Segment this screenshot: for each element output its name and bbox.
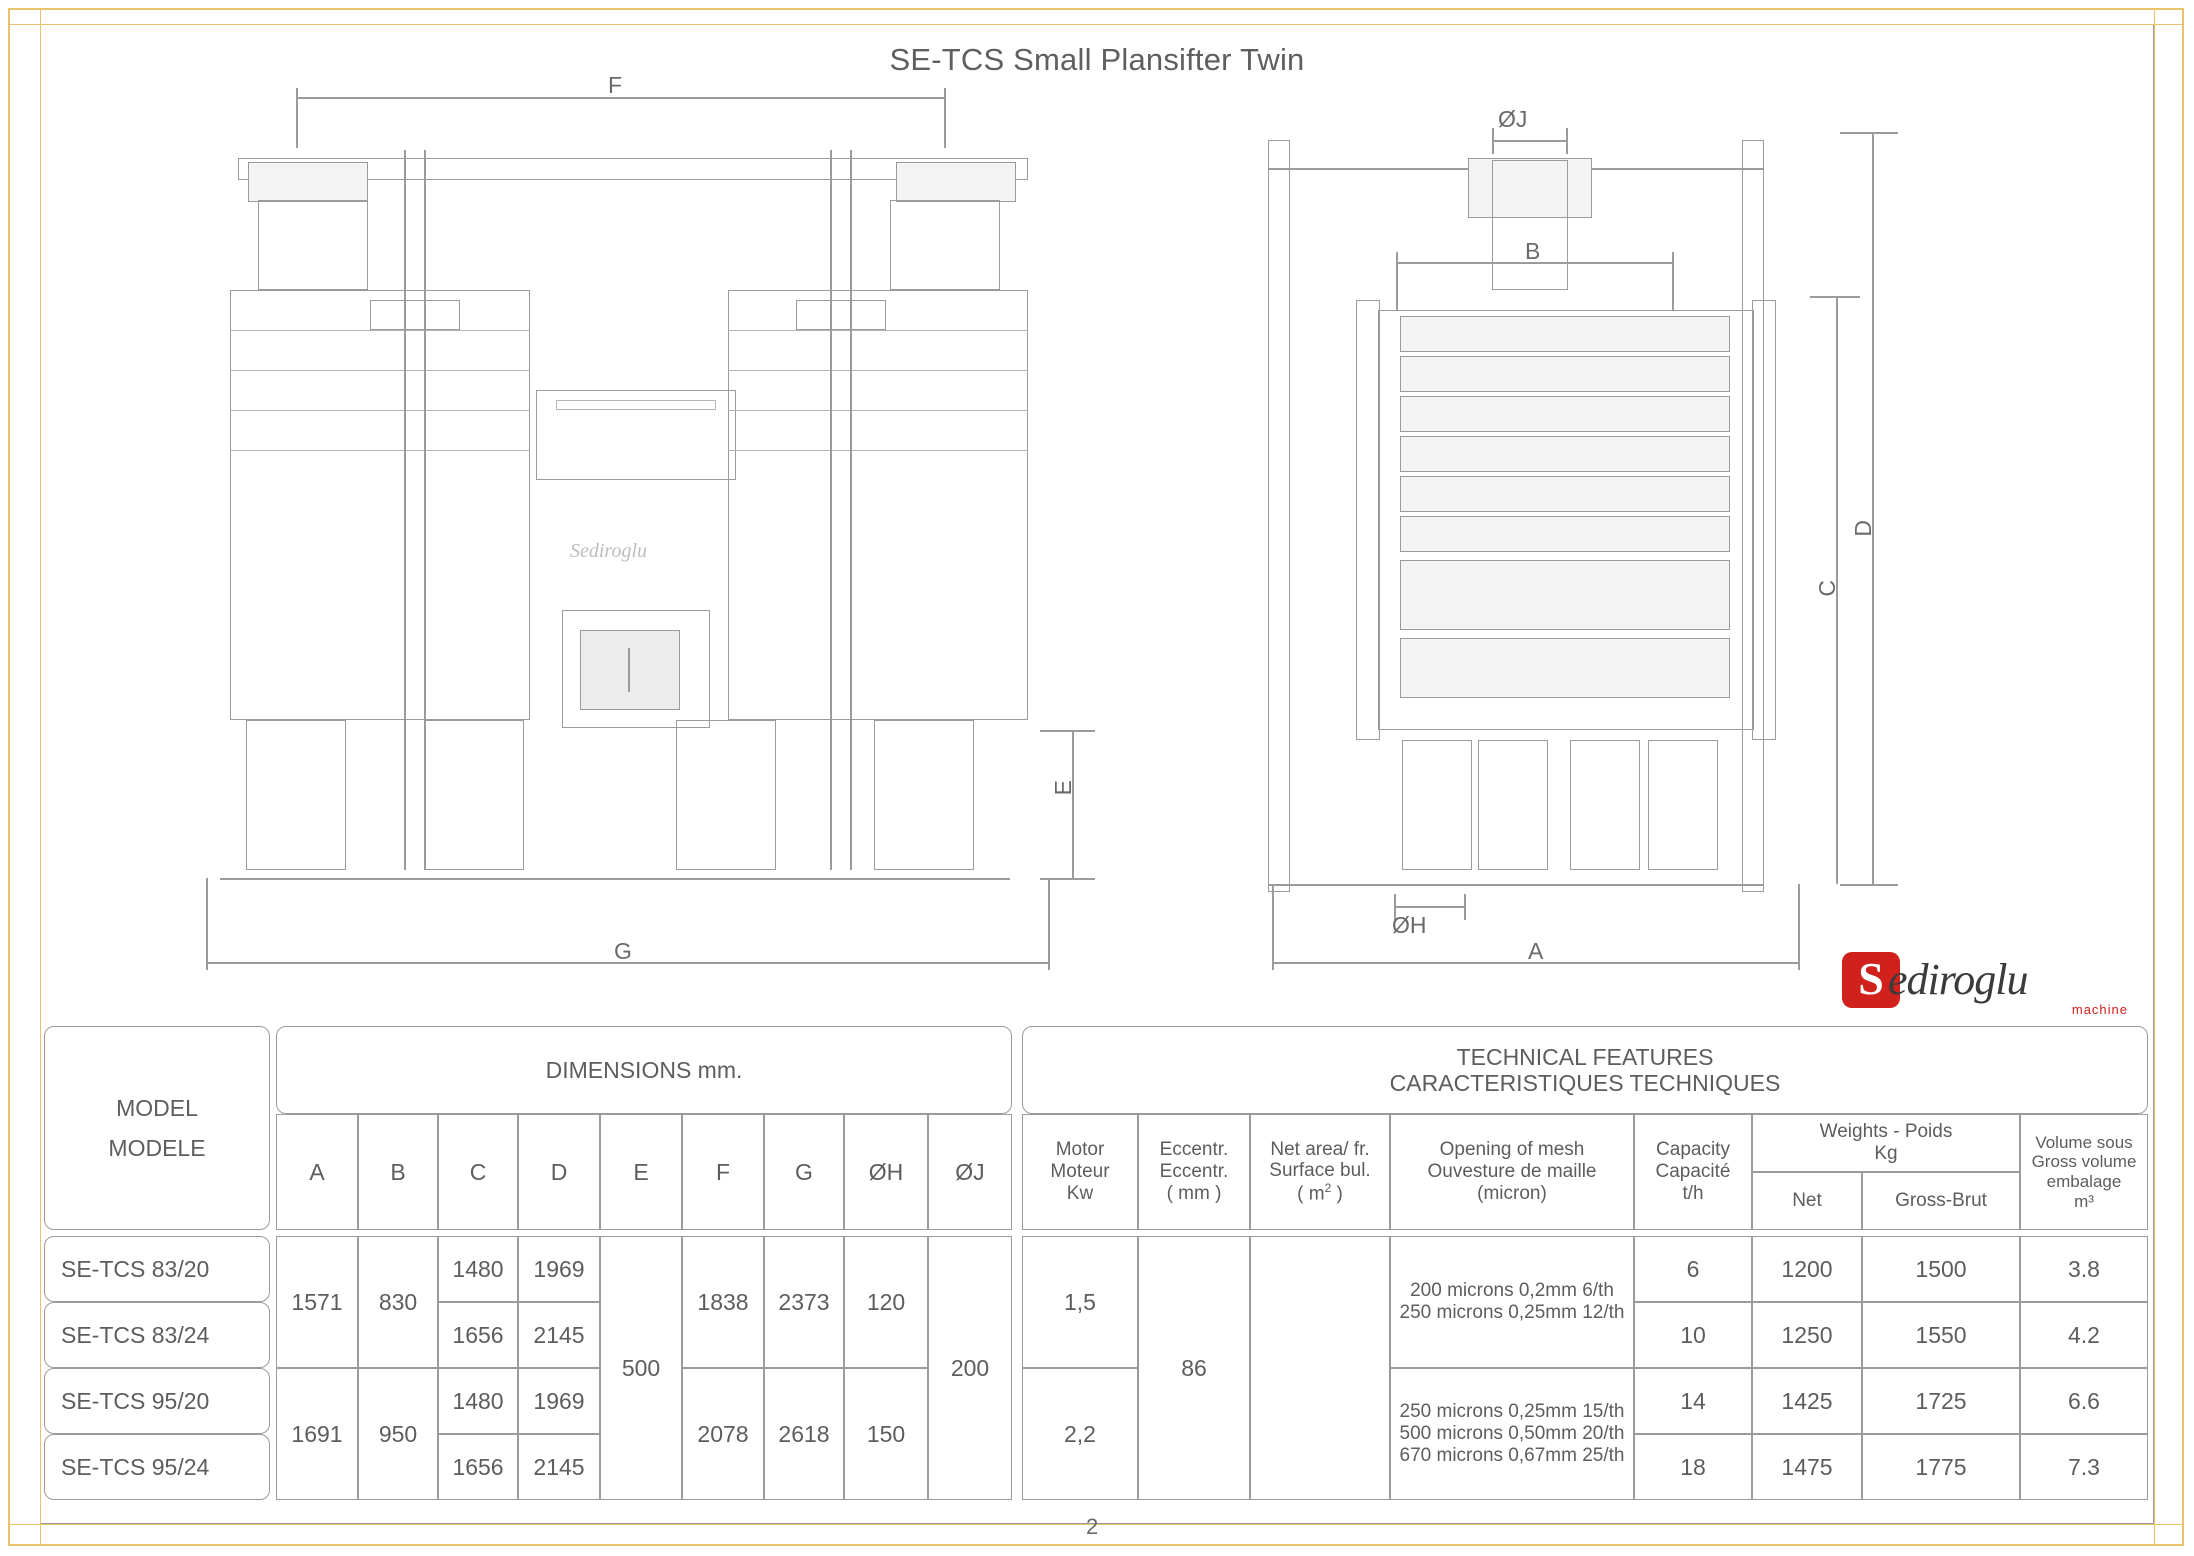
value-capacity-3: 14 [1634, 1368, 1752, 1434]
front-outlet-3 [676, 720, 776, 870]
value-capacity-2: 10 [1634, 1302, 1752, 1368]
ruler-right-line [2154, 8, 2155, 1546]
dim-col-j: ØJ [928, 1114, 1012, 1230]
front-sieve-line [230, 450, 530, 451]
side-sieve-layer [1400, 560, 1730, 630]
tech-col-eccentr-l2: Eccentr. [1159, 1161, 1229, 1183]
technical-header-en: TECHNICAL FEATURES [1456, 1043, 1714, 1070]
model-header-en: MODEL [116, 1094, 198, 1121]
side-sieve-layer [1400, 356, 1730, 392]
dim-label-c: C [1814, 580, 1840, 597]
value-net-2: 1250 [1752, 1302, 1862, 1368]
value-net-area [1250, 1236, 1390, 1500]
tech-col-volume-l4: m³ [2074, 1191, 2094, 1211]
front-hanger-rod [830, 150, 832, 870]
dim-h-line [1394, 906, 1466, 908]
front-outlet-4 [874, 720, 974, 870]
value-d-3: 1969 [518, 1368, 600, 1434]
front-inlet-right [890, 200, 1000, 290]
tech-col-weights [1752, 1114, 2020, 1172]
value-a-2: 1691 [276, 1368, 358, 1500]
side-sieve-layer [1400, 316, 1730, 352]
dim-d-tick-bot [1840, 884, 1898, 886]
dim-b-tick-left [1396, 252, 1398, 310]
value-c-1: 1480 [438, 1236, 518, 1302]
value-d-2: 2145 [518, 1302, 600, 1368]
value-mesh-2: 250 microns 0,25mm 12/th [1399, 1302, 1625, 1323]
tech-col-motor [1022, 1114, 1138, 1230]
value-mesh-group-2 [1390, 1368, 1634, 1500]
value-volume-4: 7.3 [2020, 1434, 2148, 1500]
value-a-1: 1571 [276, 1236, 358, 1368]
page-title: SE-TCS Small Plansifter Twin [889, 42, 1305, 77]
value-volume-3: 6.6 [2020, 1368, 2148, 1434]
dim-j-tick-left [1492, 128, 1494, 154]
tech-col-netarea-l3: ( $m^2$ ) [1297, 1181, 1343, 1205]
model-header-fr: MODELE [108, 1135, 206, 1161]
value-capacity-4: 18 [1634, 1434, 1752, 1500]
tech-col-netarea-l1: Net area/ fr. [1270, 1138, 1370, 1160]
front-motor [580, 630, 680, 710]
front-sieve-line [230, 370, 530, 371]
front-clamp-right [796, 300, 886, 330]
value-mesh-3: 250 microns 0,25mm 15/th [1399, 1401, 1625, 1423]
side-outlet-3 [1570, 740, 1640, 870]
dim-g-tick-right [1048, 878, 1050, 970]
dim-h-tick-right [1464, 894, 1466, 920]
value-volume-1: 3.8 [2020, 1236, 2148, 1302]
value-eccentr: 86 [1138, 1236, 1250, 1500]
front-sieve-line [728, 410, 1028, 411]
tech-col-mesh-l3: (micron) [1477, 1182, 1547, 1204]
value-e: 500 [600, 1236, 682, 1500]
dim-label-f: F [608, 72, 623, 98]
value-j: 200 [928, 1236, 1012, 1500]
front-outlet-2 [424, 720, 524, 870]
tech-col-weights-l1: Weights - Poids [1819, 1121, 1953, 1143]
value-g-2: 2618 [764, 1368, 844, 1500]
ruler-left-line [40, 8, 41, 1546]
side-base-line [1268, 884, 1764, 886]
front-sieve-line [728, 330, 1028, 331]
dim-label-b: B [1525, 238, 1541, 264]
value-mesh-5: 670 microns 0,67mm 25/th [1399, 1444, 1625, 1466]
front-sieve-stack-left [230, 290, 530, 720]
side-inlet-spout [1492, 160, 1568, 290]
front-outlet-1 [246, 720, 346, 870]
side-frame-left [1268, 140, 1290, 892]
tech-col-volume-l3: embalage [2046, 1172, 2122, 1191]
tech-col-capacity-l2: Capacité [1655, 1161, 1731, 1183]
front-sieve-line [230, 410, 530, 411]
value-gross-4: 1775 [1862, 1434, 2020, 1500]
tech-col-mesh-l2: Ouvesture de maille [1427, 1161, 1597, 1183]
dim-col-c: C [438, 1114, 518, 1230]
value-h-1: 120 [844, 1236, 928, 1368]
tech-col-motor-l3: Kw [1066, 1182, 1094, 1204]
dim-f-tick-left [296, 88, 298, 148]
tech-col-motor-l2: Moteur [1050, 1161, 1110, 1183]
logo-name: ediroglu [1888, 955, 2028, 1004]
dim-label-d: D [1850, 520, 1876, 537]
technical-header-fr: CARACTERISTIQUES TECHNIQUES [1389, 1070, 1781, 1096]
tech-col-weights-l2: Kg [1874, 1143, 1898, 1164]
page-number: 2 [1086, 1514, 1099, 1539]
dim-label-g: G [614, 938, 632, 964]
dim-a-tick-right [1798, 884, 1800, 970]
dim-col-g: G [764, 1114, 844, 1230]
front-sieve-line [728, 370, 1028, 371]
dim-col-b: B [358, 1114, 438, 1230]
tech-col-capacity [1634, 1114, 1752, 1230]
side-sieve-layer [1400, 396, 1730, 432]
tech-col-volume [2020, 1114, 2148, 1230]
tech-col-motor-l1: Motor [1055, 1139, 1105, 1161]
tech-col-weight-net: Net [1752, 1172, 1862, 1230]
front-top-right-block [896, 162, 1016, 202]
ruler-top-line [8, 24, 2184, 25]
value-b-1: 830 [358, 1236, 438, 1368]
dim-label-e: E [1050, 780, 1076, 796]
side-hanger-right [1752, 300, 1776, 740]
dim-f-tick-right [944, 88, 946, 148]
tech-col-netarea [1250, 1114, 1390, 1230]
value-gross-3: 1725 [1862, 1368, 2020, 1434]
dim-col-d: D [518, 1114, 600, 1230]
tech-col-weight-gross: Gross-Brut [1862, 1172, 2020, 1230]
tech-col-mesh [1390, 1114, 1634, 1230]
value-mesh-4: 500 microns 0,50mm 20/th [1399, 1423, 1625, 1445]
value-f-1: 1838 [682, 1236, 764, 1368]
tech-col-capacity-l1: Capacity [1656, 1139, 1730, 1161]
value-volume-2: 4.2 [2020, 1302, 2148, 1368]
value-b-2: 950 [358, 1368, 438, 1500]
value-h-2: 150 [844, 1368, 928, 1500]
specifications-table [44, 1026, 2148, 1506]
side-sieve-layer [1400, 638, 1730, 698]
side-sieve-layer [1400, 516, 1730, 552]
tech-col-eccentr-l3: ( mm ) [1166, 1182, 1222, 1204]
dim-label-h: ØH [1392, 912, 1427, 938]
value-d-4: 2145 [518, 1434, 600, 1500]
dim-d-line [1872, 132, 1874, 884]
table-row-model-1: SE-TCS 83/20 [44, 1236, 270, 1302]
dimensions-header: DIMENSIONS mm. [276, 1026, 1012, 1114]
dim-g-tick-left [206, 878, 208, 970]
side-outlet-2 [1478, 740, 1548, 870]
table-row-model-3: SE-TCS 95/20 [44, 1368, 270, 1434]
side-outlet-1 [1402, 740, 1472, 870]
dim-col-a: A [276, 1114, 358, 1230]
tech-col-volume-l1: Volume sous [2035, 1132, 2133, 1152]
model-header [44, 1026, 270, 1230]
table-row-model-4: SE-TCS 95/24 [44, 1434, 270, 1500]
dim-c-tick-top [1810, 296, 1860, 298]
value-c-3: 1480 [438, 1368, 518, 1434]
logo-tagline: machine [2071, 1002, 2128, 1017]
front-inlet-left [258, 200, 368, 290]
value-mesh-1: 200 microns 0,2mm 6/th [1410, 1280, 1614, 1302]
side-sieve-layer [1400, 436, 1730, 472]
side-sieve-layer [1400, 476, 1730, 512]
dim-j-line [1492, 140, 1568, 142]
value-motor-1: 1,5 [1022, 1236, 1138, 1368]
dim-label-j: ØJ [1498, 106, 1528, 132]
tech-col-netarea-l2: Surface bul. [1269, 1160, 1371, 1182]
front-motor-shaft [628, 648, 630, 692]
technical-header [1022, 1026, 2148, 1114]
drawing-watermark: Sediroglu [570, 540, 648, 562]
front-base-line [220, 878, 1010, 880]
front-sieve-line [230, 330, 530, 331]
dim-b-tick-right [1672, 252, 1674, 310]
tech-col-capacity-l3: t/h [1682, 1182, 1704, 1204]
value-capacity-1: 6 [1634, 1236, 1752, 1302]
dim-d-tick-top [1840, 132, 1898, 134]
value-net-4: 1475 [1752, 1434, 1862, 1500]
dim-e-line [1072, 730, 1074, 880]
tech-col-eccentr [1138, 1114, 1250, 1230]
company-logo [1842, 948, 2132, 1018]
front-drive-plate [556, 400, 716, 410]
dim-label-a: A [1528, 938, 1544, 964]
value-mesh-group-1 [1390, 1236, 1634, 1368]
dim-col-h: ØH [844, 1114, 928, 1230]
logo-mark: S [1842, 952, 1900, 1008]
front-sieve-line [728, 450, 1028, 451]
tech-col-volume-l2: Gross volume [2031, 1152, 2137, 1172]
tech-col-eccentr-l1: Eccentr. [1159, 1139, 1229, 1161]
front-hanger-rod [404, 150, 406, 870]
value-net-3: 1425 [1752, 1368, 1862, 1434]
side-hanger-left [1356, 300, 1380, 740]
front-clamp-left [370, 300, 460, 330]
value-motor-2: 2,2 [1022, 1368, 1138, 1500]
dim-a-tick-left [1272, 884, 1274, 970]
table-row-model-2: SE-TCS 83/24 [44, 1302, 270, 1368]
front-sieve-stack-right [728, 290, 1028, 720]
value-net-1: 1200 [1752, 1236, 1862, 1302]
value-c-2: 1656 [438, 1302, 518, 1368]
dim-e-tick-top [1040, 730, 1095, 732]
tech-col-mesh-l1: Opening of mesh [1439, 1139, 1585, 1161]
value-gross-1: 1500 [1862, 1236, 2020, 1302]
front-hanger-rod [850, 150, 852, 870]
value-gross-2: 1550 [1862, 1302, 2020, 1368]
side-outlet-4 [1648, 740, 1718, 870]
value-c-4: 1656 [438, 1434, 518, 1500]
value-f-2: 2078 [682, 1368, 764, 1500]
dim-j-tick-right [1566, 128, 1568, 154]
front-top-left-block [248, 162, 368, 202]
value-d-1: 1969 [518, 1236, 600, 1302]
dim-col-e: E [600, 1114, 682, 1230]
dim-col-f: F [682, 1114, 764, 1230]
value-g-1: 2373 [764, 1236, 844, 1368]
